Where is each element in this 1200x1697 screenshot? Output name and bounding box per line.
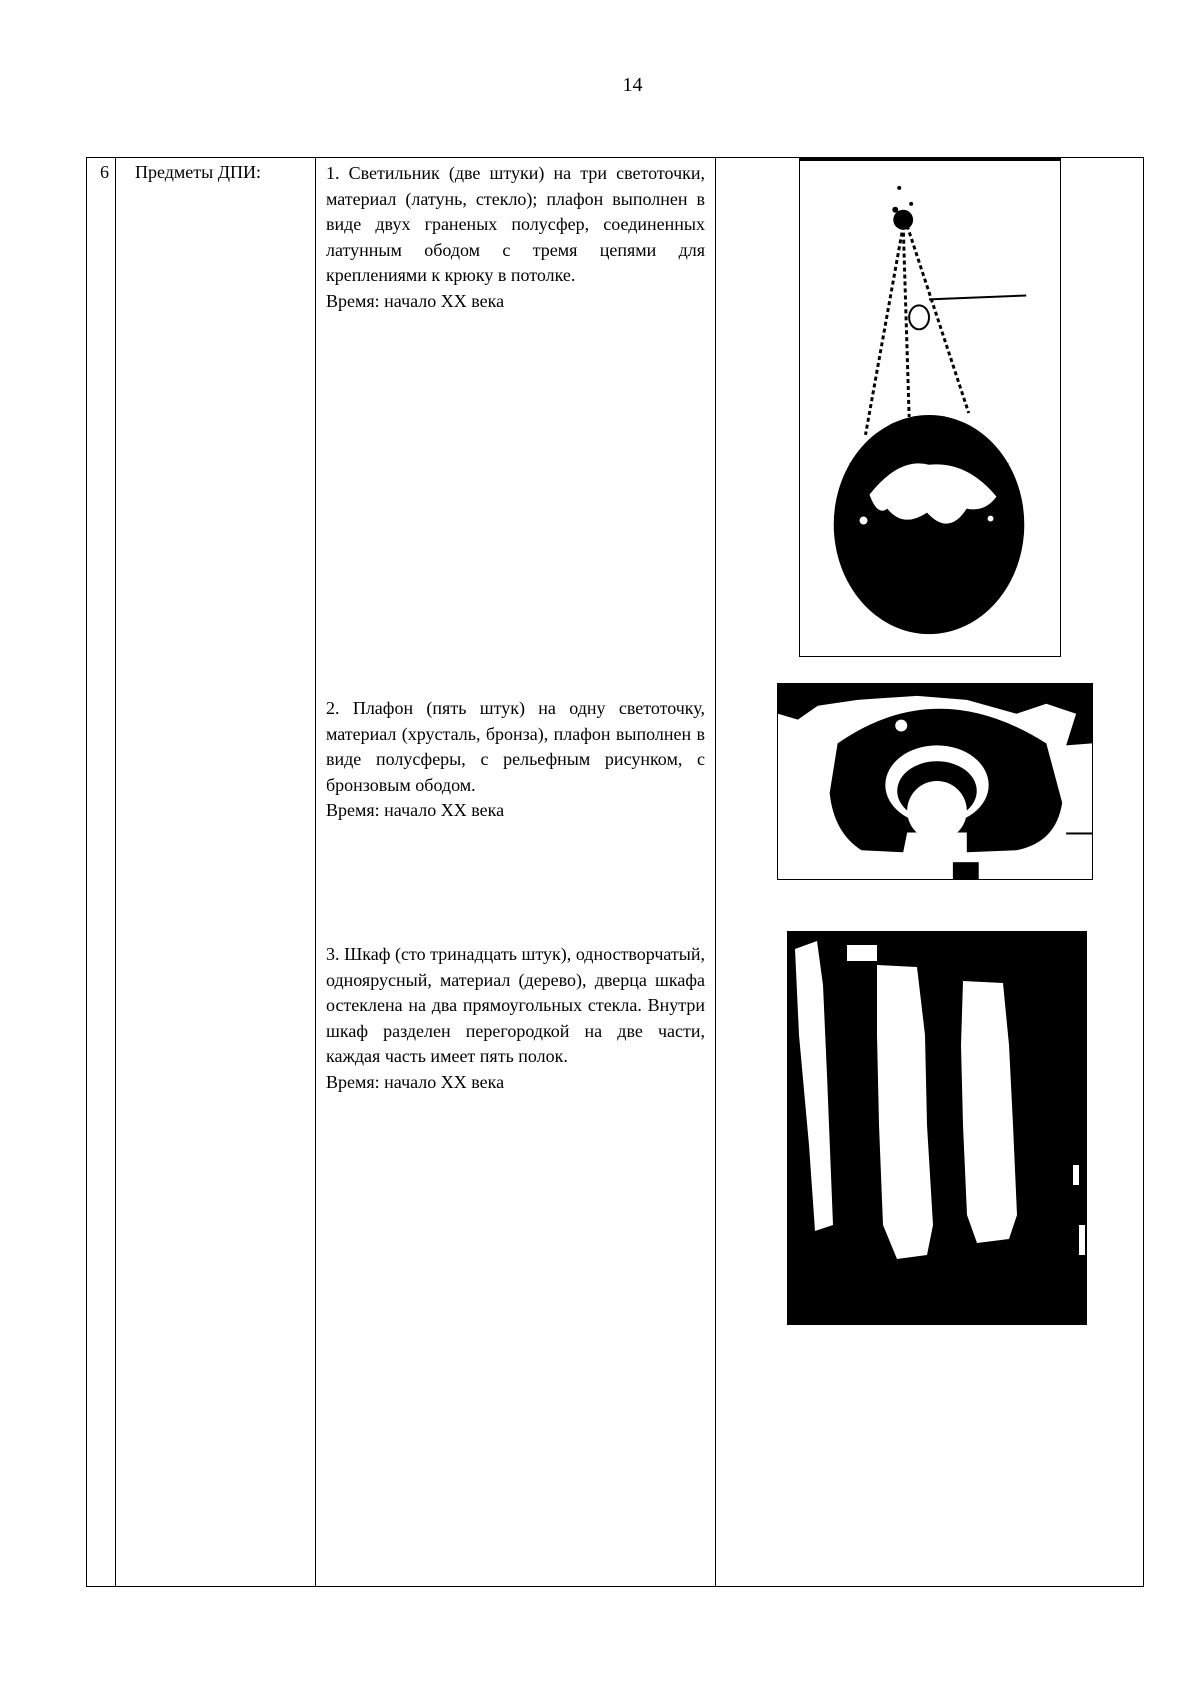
item-time: Время: начало XX века [326, 800, 505, 820]
lamp-photo [799, 157, 1061, 657]
item-time: Время: начало XX века [326, 290, 505, 311]
column-divider-3 [715, 158, 716, 1586]
item-time: Время: начало XX века [326, 1071, 505, 1092]
item-description: 1. Светильник (две штуки) на три светоточки, материал (латунь, стекло); плафон выполнен в виде двух граненых полусфер, соединенных латунным ободом с тремя цепями для креплениями к крюку в потолке. [326, 163, 705, 285]
item-description: 3. Шкаф (сто тринадцать штук), одностворчатый, одноярусный, материал (дерево), дверца шкафа остеклена на два прямоугольных стекла. Внутри шкаф разделен перегородкой на две части, каждая часть имеет пять полок. [326, 944, 705, 1066]
column-divider-1 [115, 158, 116, 1586]
item-lamp [326, 161, 705, 314]
shade-photo [777, 683, 1093, 880]
item-ceiling-shade [326, 696, 705, 824]
items-table [86, 157, 1144, 1587]
row-number: 6 [100, 162, 109, 182]
column-divider-2 [315, 158, 316, 1586]
item-description: 2. Плафон (пять штук) на одну светоточку, материал (хрусталь, бронза), плафон выполнен в виде полусферы, с рельефным рисунком, с бронзовым ободом. [326, 698, 705, 795]
cabinet-photo [787, 925, 1087, 1325]
item-cabinet [326, 942, 705, 1095]
page-number: 14 [622, 74, 643, 96]
row-category: Предметы ДПИ: [135, 162, 262, 182]
